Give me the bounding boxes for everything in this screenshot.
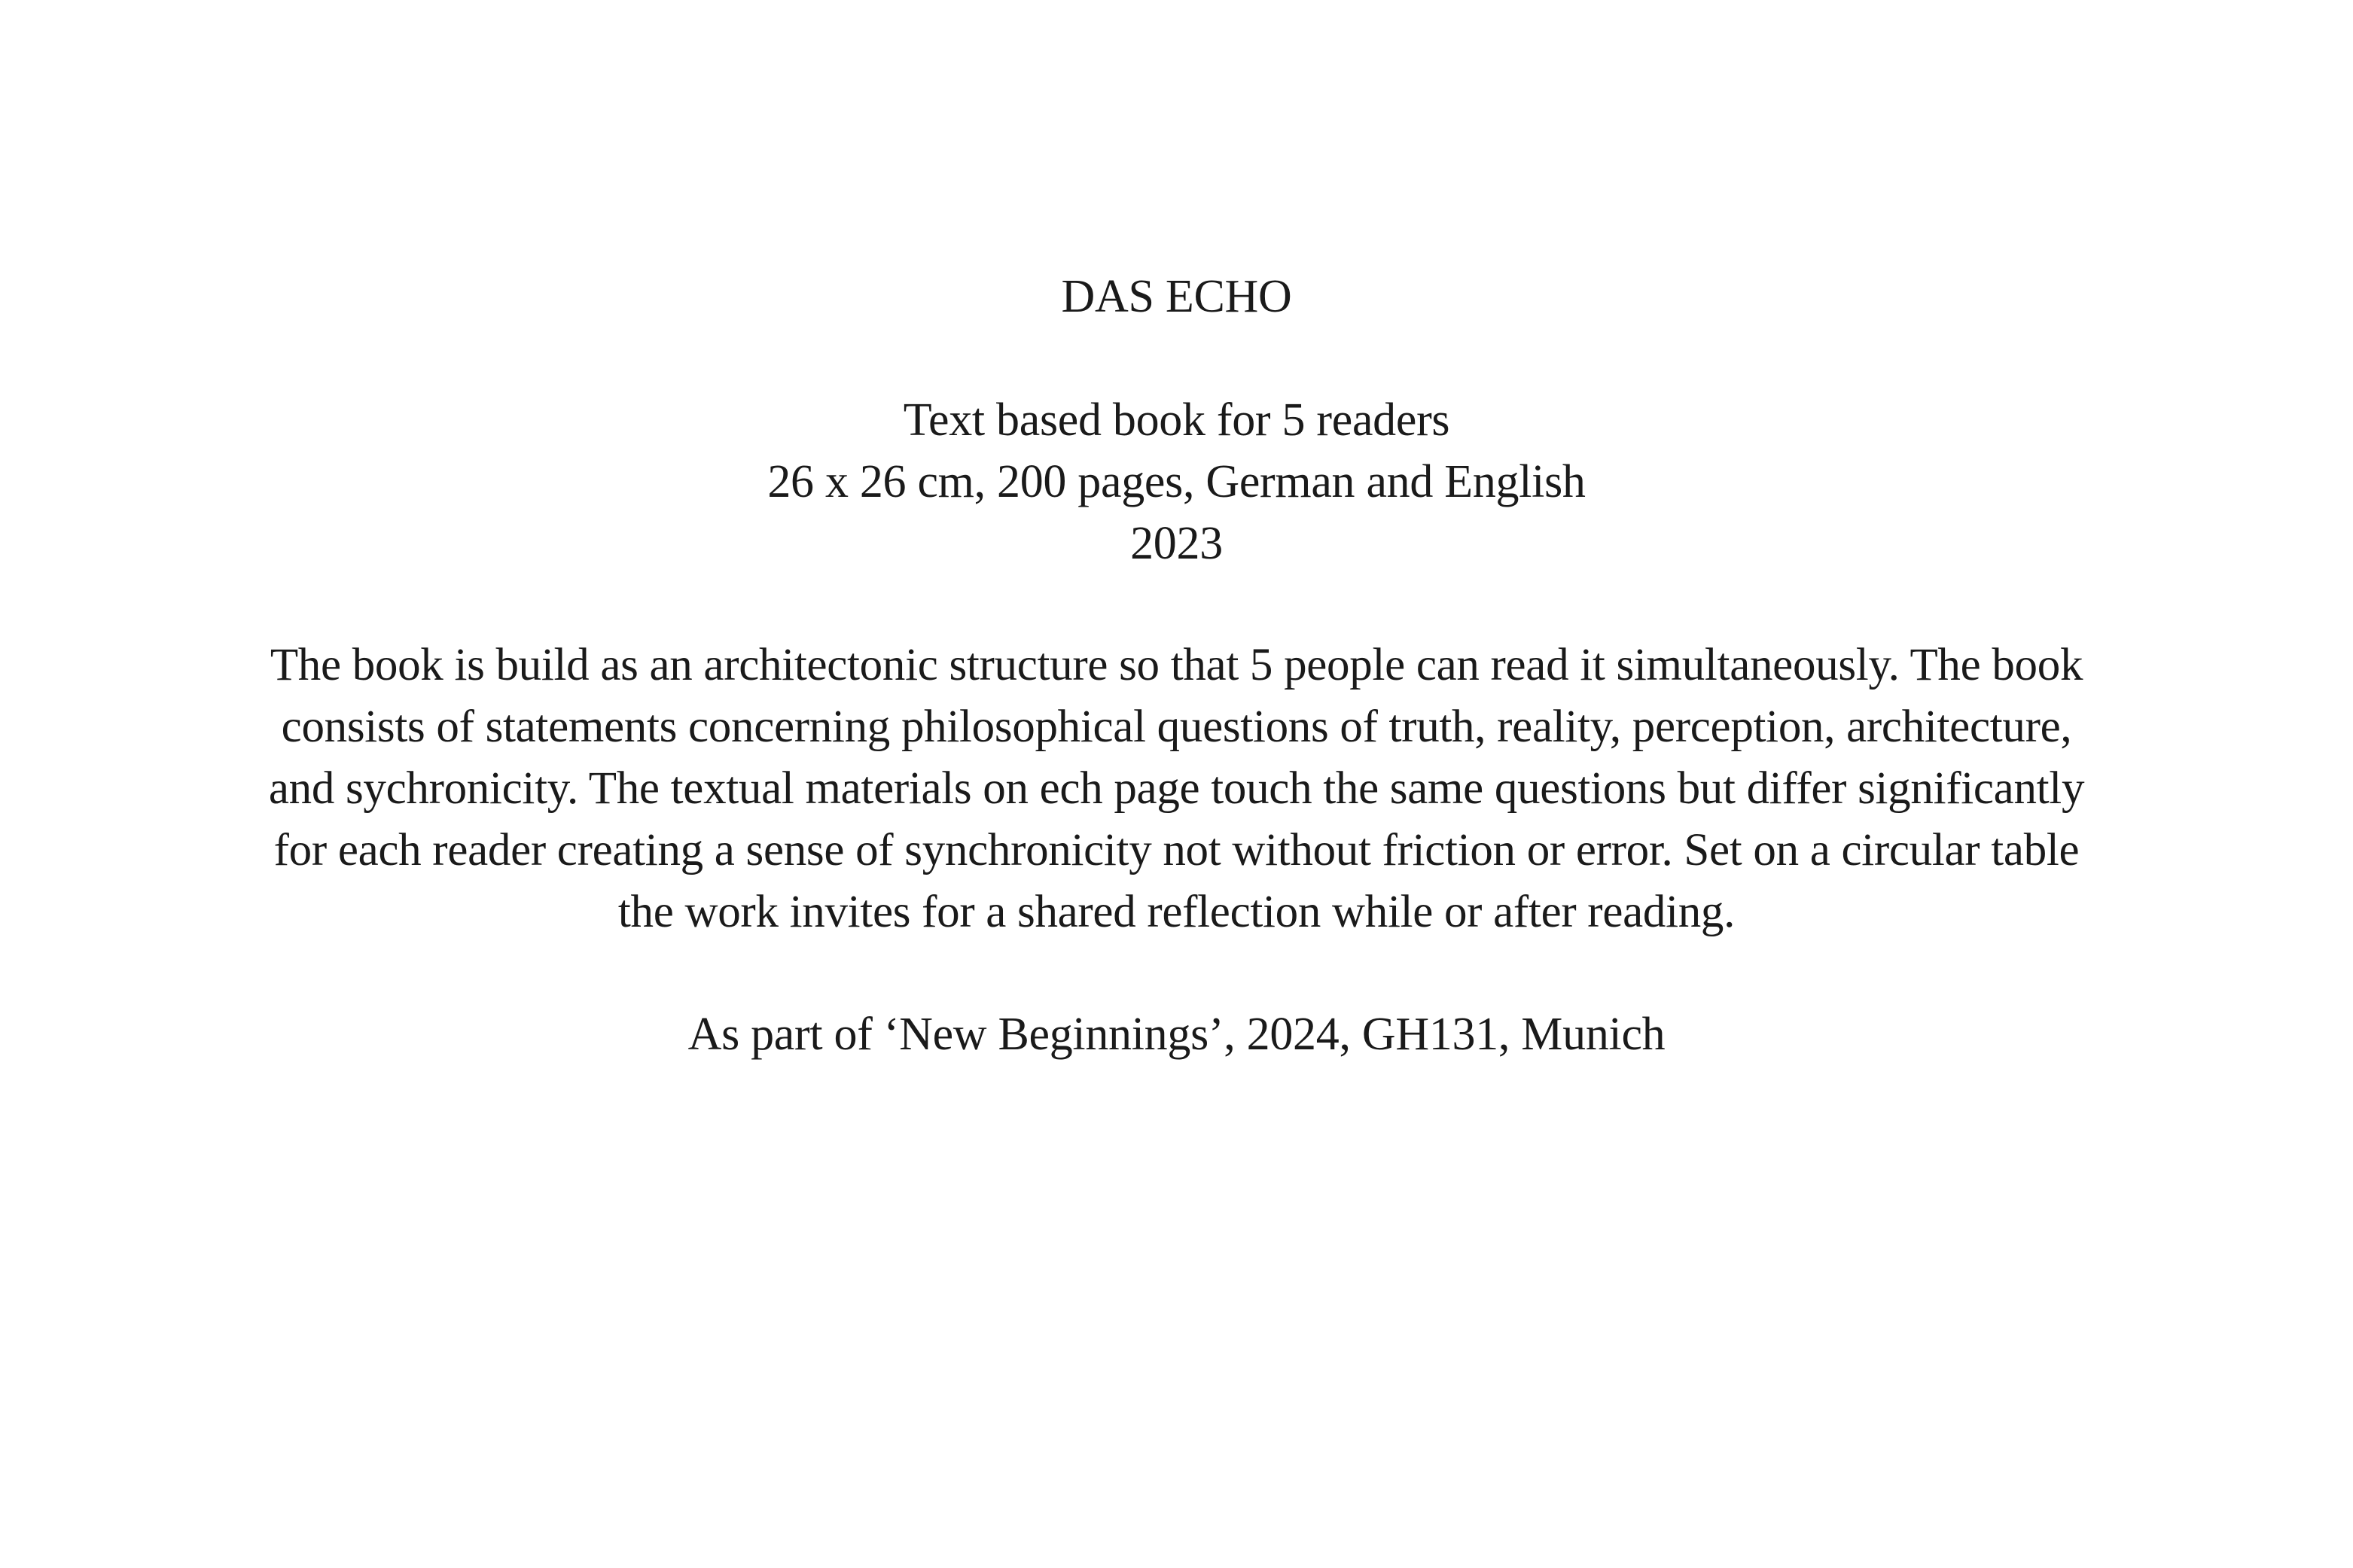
specs-dimensions: 26 x 26 cm, 200 pages, German and English <box>767 456 1586 507</box>
description-line: consists of statements concerning philosophical questions of truth, reality, perception, architecture, <box>281 702 2072 752</box>
description-line: for each reader creating a sense of synchronicity not without friction or error. Set on a circular table <box>273 825 2080 875</box>
title-block <box>0 266 2353 327</box>
description-line: the work invites for a shared reflection while or after reading. <box>617 887 1736 937</box>
description-line: and sychronicity. The textual materials on ech page touch the same questions but differ significantly <box>268 763 2085 814</box>
credit-block <box>0 1003 2353 1065</box>
exhibition-credit: As part of ‘New Beginnings’, 2024, GH131, Munich <box>687 1009 1666 1060</box>
description-line: The book is build as an architectonic structure so that 5 people can read it simultaneously. The book <box>270 640 2083 690</box>
specs-year: 2023 <box>1130 518 1223 569</box>
specs-block <box>0 389 2353 574</box>
page-title: DAS ECHO <box>1061 271 1292 322</box>
specs-format: Text based book for 5 readers <box>903 394 1450 446</box>
description-paragraph <box>218 635 2135 943</box>
